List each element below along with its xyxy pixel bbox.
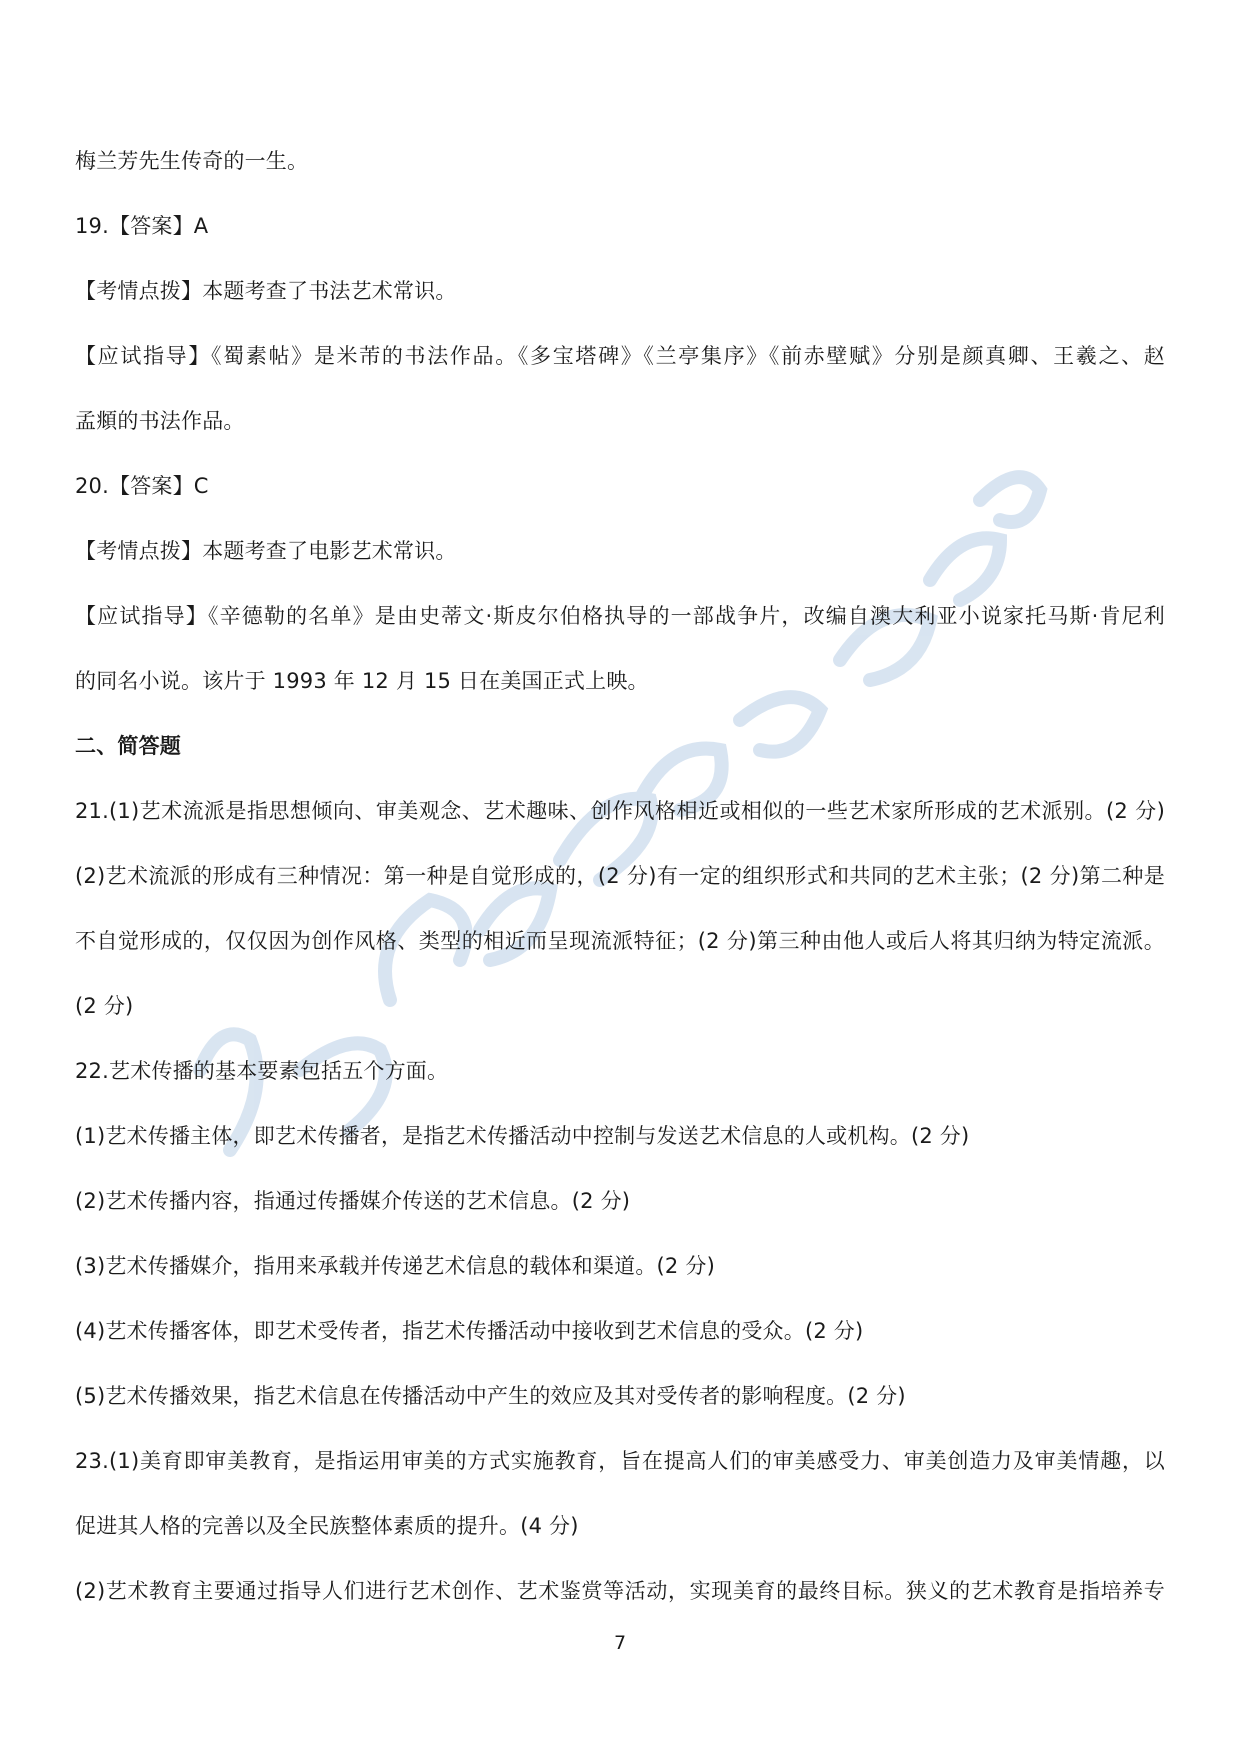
answer-line: 19.【答案】A	[75, 214, 209, 238]
text-line: 【考情点拨】本题考查了书法艺术常识。	[75, 279, 457, 303]
text-line: 23.(1)美育即审美教育，是指运用审美的方式实施教育，旨在提高人们的审美感受力、审美创造力及审美情趣，以	[75, 1449, 1165, 1473]
text-line: 不自觉形成的，仅仅因为创作风格、类型的相近而呈现流派特征；(2 分)第三种由他人或后人将其归纳为特定流派。	[75, 929, 1165, 953]
text-line: (2 分)	[75, 994, 134, 1018]
text-line: (5)艺术传播效果，指艺术信息在传播活动中产生的效应及其对受传者的影响程度。(2 分)	[75, 1384, 906, 1408]
text-line: 的同名小说。该片于 1993 年 12 月 15 日在美国正式上映。	[75, 669, 649, 693]
text-line: 21.(1)艺术流派是指思想倾向、审美观念、艺术趣味、创作风格相近或相似的一些艺术家所形成的艺术派别。(2 分)	[75, 799, 1165, 823]
text-line: (2)艺术流派的形成有三种情况：第一种是自觉形成的，(2 分)有一定的组织形式和共同的艺术主张；(2 分)第二种是	[75, 864, 1165, 888]
text-line: (2)艺术教育主要通过指导人们进行艺术创作、艺术鉴赏等活动，实现美育的最终目标。狭义的艺术教育是指培养专	[75, 1579, 1165, 1603]
text-line: 【应试指导】《辛德勒的名单》是由史蒂文·斯皮尔伯格执导的一部战争片，改编自澳大利亚小说家托马斯·肯尼利	[75, 604, 1165, 628]
answer-line: 20.【答案】C	[75, 474, 209, 498]
page-number: 7	[613, 1632, 627, 1654]
text-line: 促进其人格的完善以及全民族整体素质的提升。(4 分)	[75, 1514, 579, 1538]
text-line: 【考情点拨】本题考查了电影艺术常识。	[75, 539, 457, 563]
text-line: 孟頫的书法作品。	[75, 409, 245, 433]
text-line: (4)艺术传播客体，即艺术受传者，指艺术传播活动中接收到艺术信息的受众。(2 分)	[75, 1319, 864, 1343]
text-line: 22.艺术传播的基本要素包括五个方面。	[75, 1059, 449, 1083]
text-line: (2)艺术传播内容，指通过传播媒介传送的艺术信息。(2 分)	[75, 1189, 631, 1213]
text-line: 梅兰芳先生传奇的一生。	[75, 149, 309, 173]
text-line: 【应试指导】《蜀素帖》是米芾的书法作品。《多宝塔碑》《兰亭集序》《前赤壁赋》分别是颜真卿、王羲之、赵	[75, 344, 1165, 368]
text-line: (3)艺术传播媒介，指用来承载并传递艺术信息的载体和渠道。(2 分)	[75, 1254, 715, 1278]
section-heading: 二、简答题	[75, 734, 181, 758]
text-line: (1)艺术传播主体，即艺术传播者，是指艺术传播活动中控制与发送艺术信息的人或机构。(2 分)	[75, 1124, 970, 1148]
